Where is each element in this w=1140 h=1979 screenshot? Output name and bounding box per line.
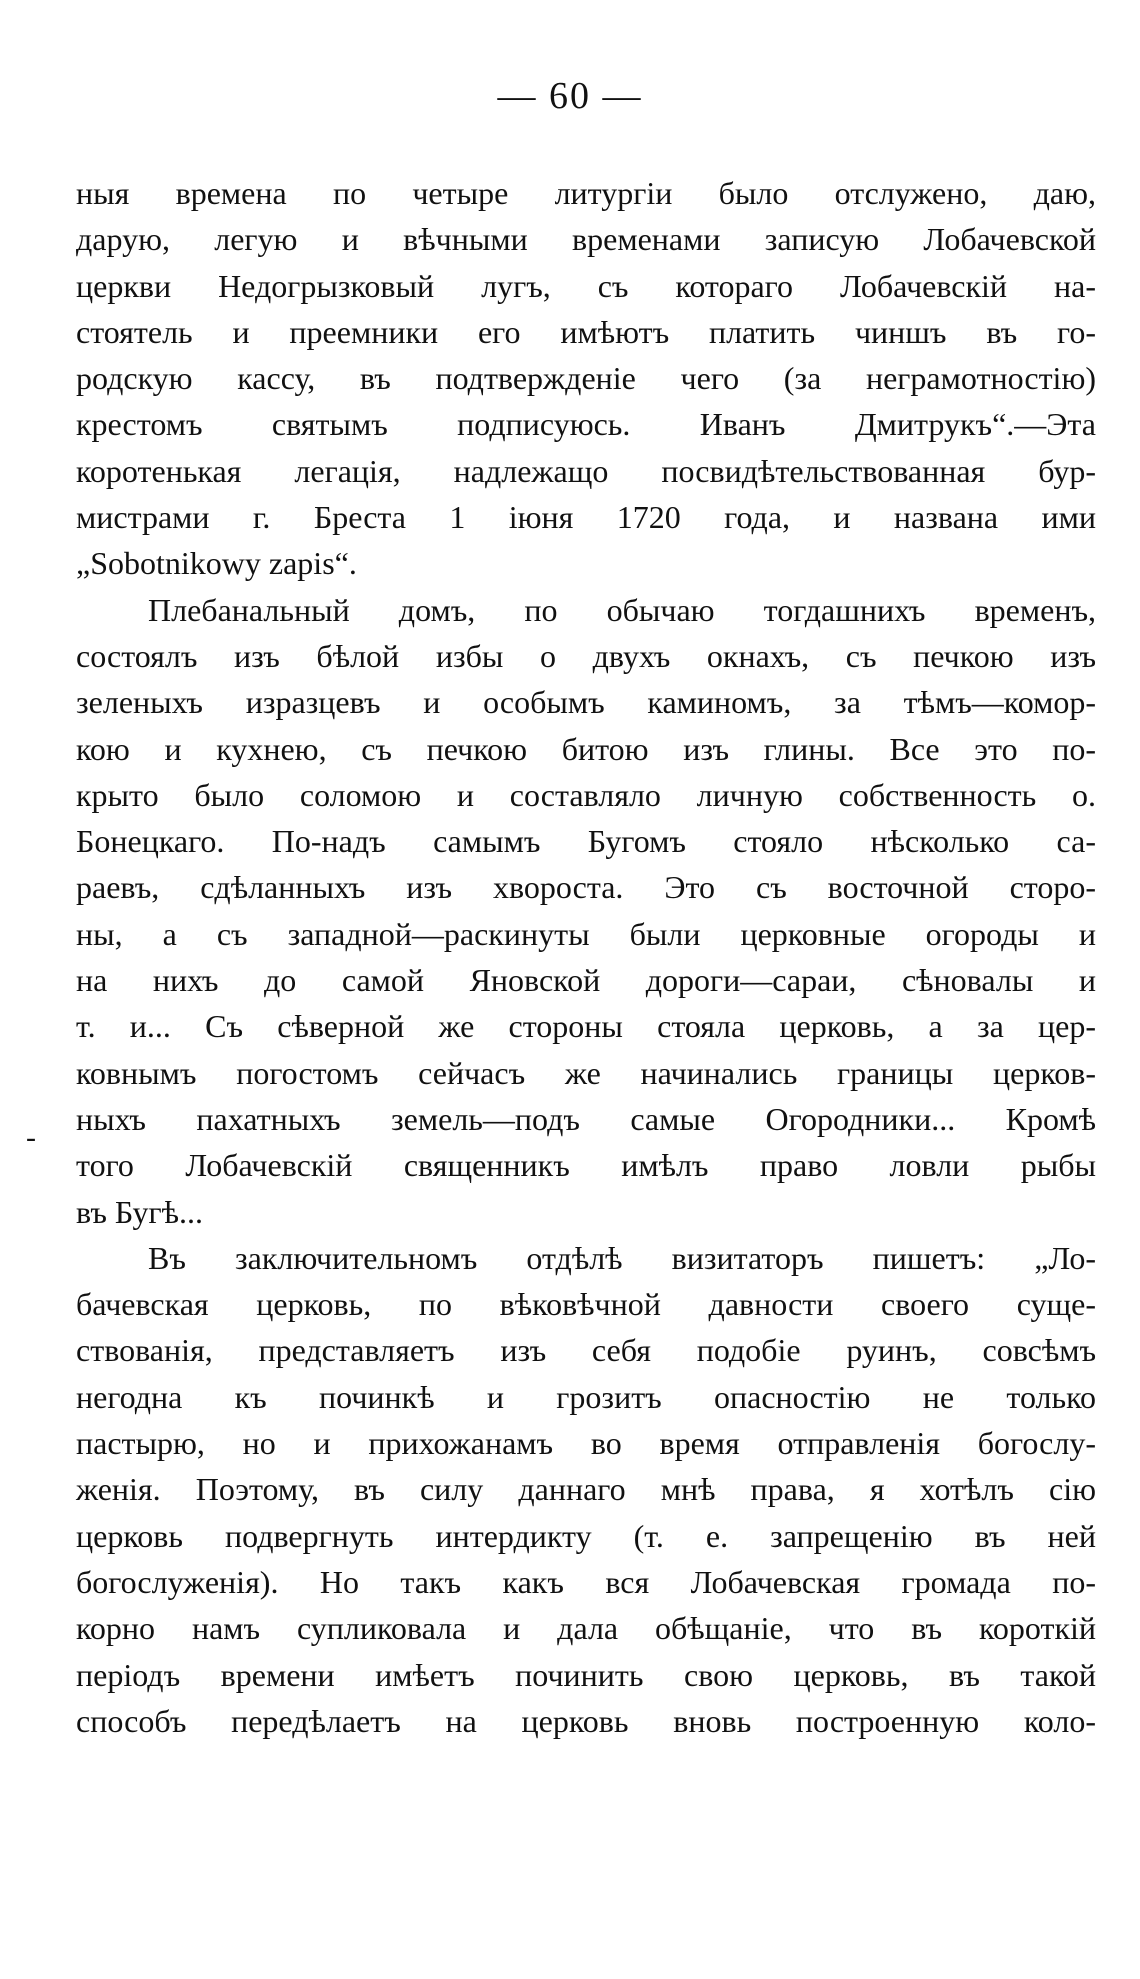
text-line: ны, а съ западной—раскинуты были церковные огороды и xyxy=(76,915,1096,952)
text-line: кою и кухнею, съ печкою битою изъ глины. Все это по- xyxy=(76,730,1096,767)
text-line: негодна къ починкѣ и грозитъ опасностію не только xyxy=(76,1378,1096,1415)
text-line: ствованія, представляетъ изъ себя подобіе руинъ, совсѣмъ xyxy=(76,1332,1096,1369)
text-line: коротенькая легація, надлежащо посвидѣтельствованная бур- xyxy=(76,452,1096,489)
text-line: крыто было соломою и составляло личную собственность о. xyxy=(76,776,1096,813)
text-line: періодъ времени имѣетъ починить свою церковь, въ такой xyxy=(76,1656,1096,1693)
text-line: женія. Поэтому, въ силу даннаго мнѣ права, я хотѣлъ сію xyxy=(76,1471,1096,1508)
text-line: ныя времена по четыре литургіи было отслужено, даю, xyxy=(76,175,1096,211)
text-line: раевъ, сдѣланныхъ изъ хвороста. Это съ восточной сторо- xyxy=(76,869,1096,906)
text-line: родскую кассу, въ подтвержденіе чего (за неграмотностію) xyxy=(76,360,1096,397)
text-line: дарую, легую и вѣчными временами записую Лобачевской xyxy=(76,221,1096,258)
text-line: корно намъ супликовала и дала обѣщаніе, что въ короткій xyxy=(76,1610,1096,1647)
text-line: на нихъ до самой Яновской дороги—сараи, сѣновалы и xyxy=(76,962,1096,999)
text-line: ковнымъ погостомъ сейчасъ же начинались границы церков- xyxy=(76,1054,1096,1091)
paragraph-start-line: Плебанальный домъ, по обычаю тогдашнихъ временъ, xyxy=(148,591,1096,628)
text-line: т. и... Съ сѣверной же стороны стояла церковь, а за цер- xyxy=(76,1008,1096,1045)
text-line: въ Бугѣ... xyxy=(76,1193,203,1230)
page-text xyxy=(76,170,1096,1744)
text-line: церковь подвергнуть интердикту (т. е. запрещенію въ ней xyxy=(76,1517,1096,1554)
text-line: того Лобачевскій священникъ имѣлъ право ловли рыбы xyxy=(76,1147,1096,1184)
text-line: церкви Недогрызковый лугъ, съ котораго Лобачевскій на- xyxy=(76,267,1096,304)
text-line: бачевская церковь, по вѣковѣчной давности своего суще- xyxy=(76,1286,1096,1323)
margin-mark: - xyxy=(26,1121,36,1154)
text-line: способъ передѣлаетъ на церковь вновь построенную коло- xyxy=(76,1702,1096,1739)
text-line: зеленыхъ изразцевъ и особымъ каминомъ, за тѣмъ—комор- xyxy=(76,684,1096,721)
text-line: стоятель и преемники его имѣютъ платить чиншъ въ го- xyxy=(76,313,1096,350)
text-line: мистрами г. Бреста 1 іюня 1720 года, и названа ими xyxy=(76,499,1096,536)
text-line: пастырю, но и прихожанамъ во время отправленія богослу- xyxy=(76,1425,1096,1462)
text-line: ныхъ пахатныхъ земель—подъ самые Огородники... Кромѣ xyxy=(76,1100,1096,1137)
text-line: богослуженія). Но такъ какъ вся Лобачевская громада по- xyxy=(76,1563,1096,1600)
text-line: Бонецкаго. По-надъ самымъ Бугомъ стояло нѣсколько са- xyxy=(76,823,1096,860)
paragraph-start-line: Въ заключительномъ отдѣлѣ визитаторъ пишетъ: „Ло- xyxy=(148,1239,1096,1276)
page-number: — 60 — xyxy=(497,75,643,117)
text-line: „Sobotnikowy zapis“. xyxy=(76,545,357,582)
text-line: состоялъ изъ бѣлой избы о двухъ окнахъ, съ печкою изъ xyxy=(76,637,1096,674)
text-line: крестомъ святымъ подписуюсь. Иванъ Дмитрукъ“.—Эта xyxy=(76,406,1096,443)
